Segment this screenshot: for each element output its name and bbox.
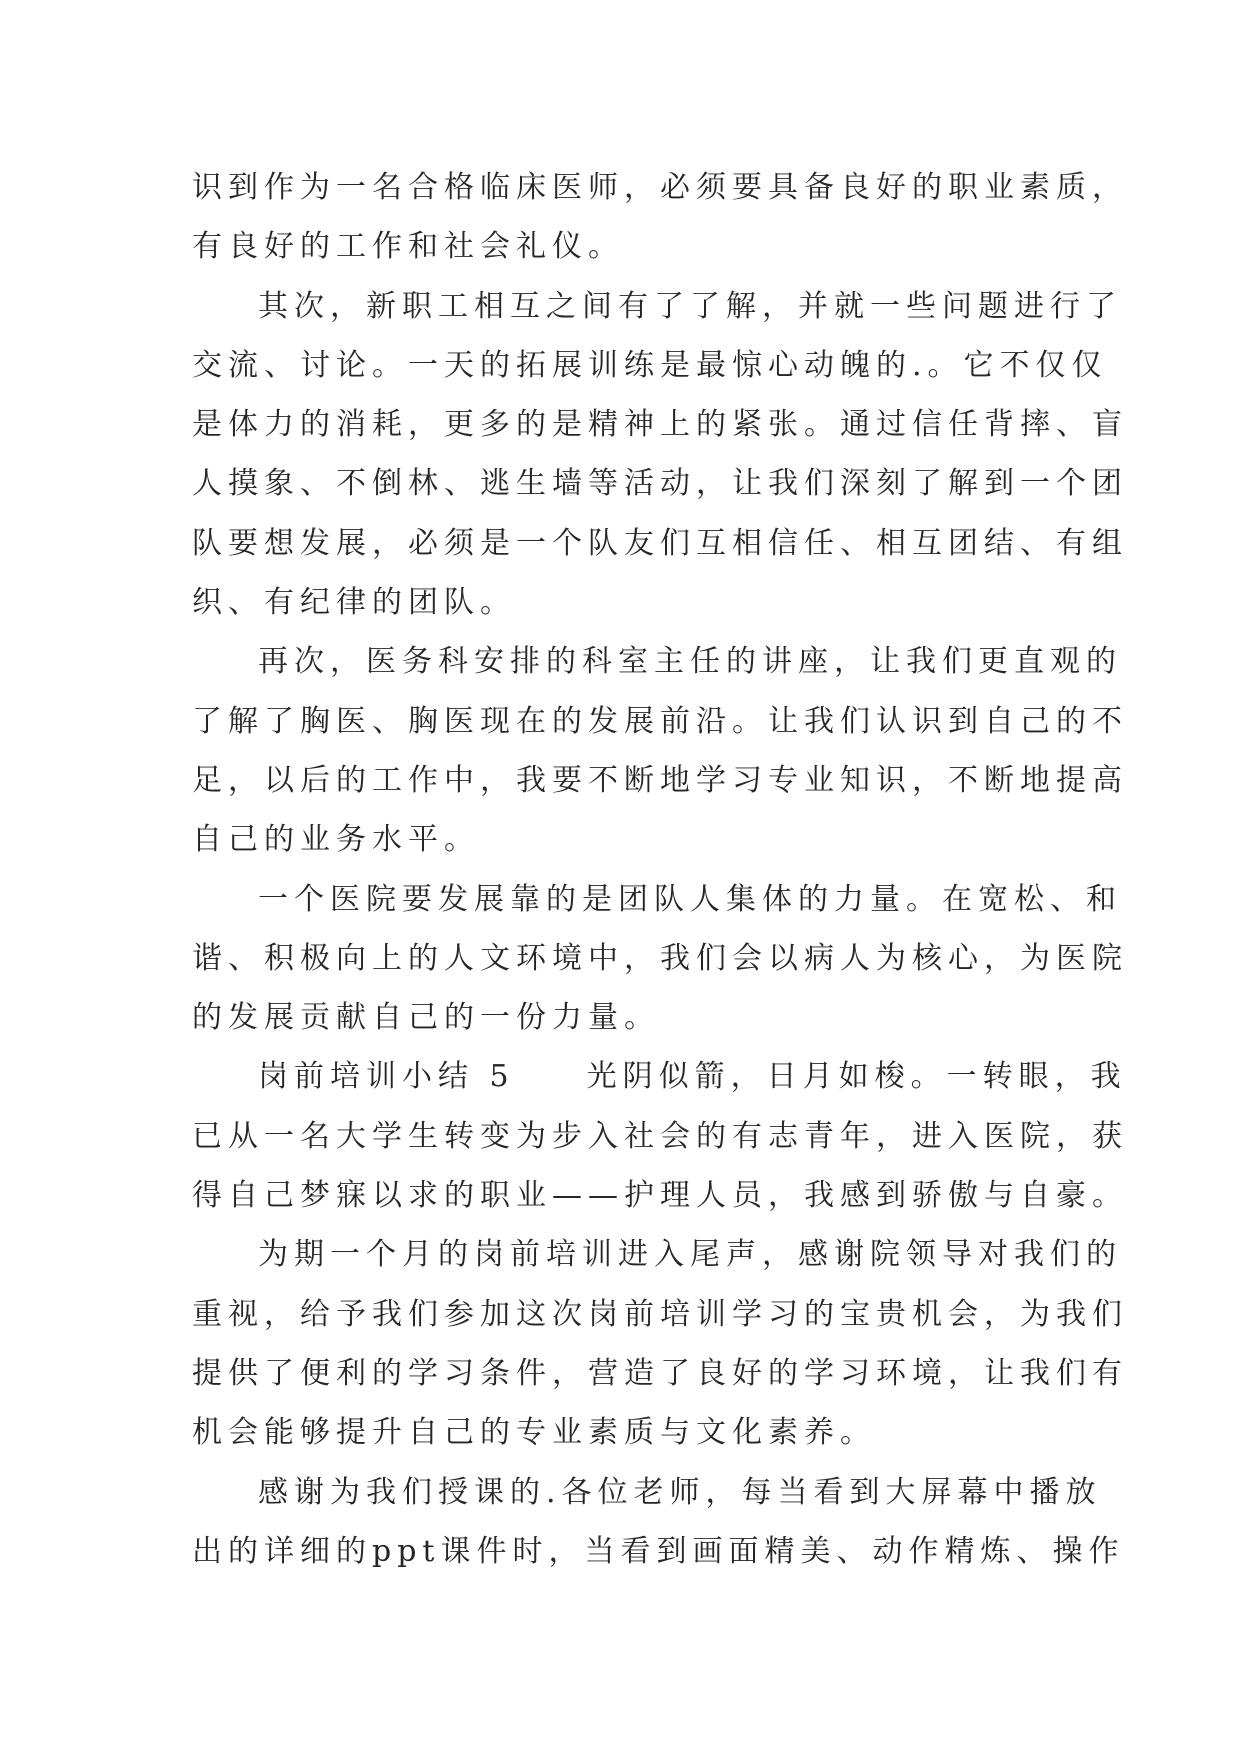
- text-line: 出的详细的ppt课件时，当看到画面精美、动作精炼、操作: [192, 1533, 1125, 1569]
- paragraph-start-line: 感谢为我们授课的.各位老师，每当看到大屏幕中播放: [258, 1474, 1102, 1510]
- text-line: 队要想发展，必须是一个队友们互相信任、相互团结、有组: [192, 525, 1128, 561]
- paragraph-start-line: 一个医院要发展靠的是团队人集体的力量。在宽松、和: [258, 881, 1122, 917]
- text-line: 的发展贡献自己的一份力量。: [192, 1000, 660, 1036]
- text-line: 得自己梦寐以求的职业——护理人员，我感到骄傲与自豪。: [192, 1178, 1128, 1214]
- text-line: 织、有纪律的团队。: [192, 585, 516, 621]
- text-line: 有良好的工作和社会礼仪。: [192, 229, 624, 265]
- text-line: 交流、讨论。一天的拓展训练是最惊心动魄的.。它不仅仅: [192, 347, 1108, 383]
- text-line: 是体力的消耗，更多的是精神上的紧张。通过信任背摔、盲: [192, 407, 1128, 443]
- text-line: 已从一名大学生转变为步入社会的有志青年，进入医院，获: [192, 1118, 1128, 1154]
- paragraph-start-line: 再次，医务科安排的科室主任的讲座，让我们更直观的: [258, 644, 1122, 680]
- text-line: 谐、积极向上的人文环境中，我们会以病人为核心，为医院: [192, 940, 1128, 976]
- text-line: 自己的业务水平。: [192, 822, 480, 858]
- text-line: 人摸象、不倒林、逃生墙等活动，让我们深刻了解到一个团: [192, 466, 1128, 502]
- text-line: 重视，给予我们参加这次岗前培训学习的宝贵机会，为我们: [192, 1296, 1128, 1332]
- paragraph-start-line: 岗前培训小结 5 光阴似箭，日月如梭。一转眼，我: [258, 1059, 1127, 1095]
- paragraph-start-line: 其次，新职工相互之间有了了解，并就一些问题进行了: [258, 288, 1122, 324]
- text-line: 足，以后的工作中，我要不断地学习专业知识，不断地提高: [192, 762, 1128, 798]
- paragraph-start-line: 为期一个月的岗前培训进入尾声，感谢院领导对我们的: [258, 1237, 1122, 1273]
- text-line: 提供了便利的学习条件，营造了良好的学习环境，让我们有: [192, 1355, 1128, 1391]
- text-line: 了解了胸医、胸医现在的发展前沿。让我们认识到自己的不: [192, 703, 1128, 739]
- body-text: [192, 158, 1128, 1581]
- text-line: 识到作为一名合格临床医师，必须要具备良好的职业素质，: [192, 170, 1128, 205]
- text-line: 机会能够提升自己的专业素质与文化素养。: [192, 1415, 876, 1451]
